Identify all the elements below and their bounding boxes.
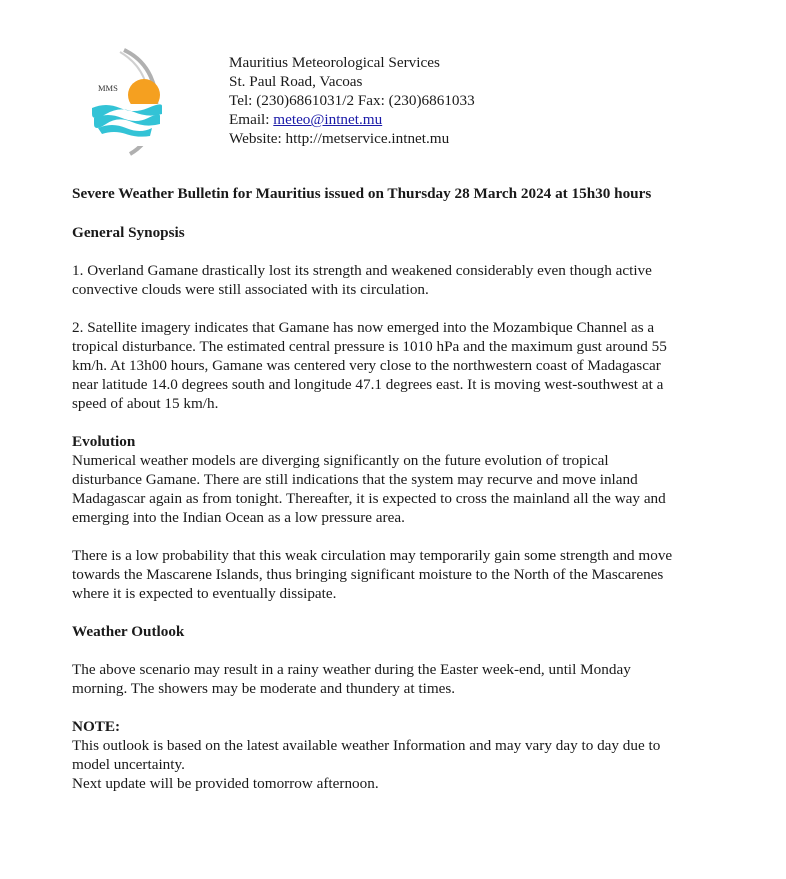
synopsis-paragraph-1 <box>72 261 732 299</box>
bulletin-title: Severe Weather Bulletin for Mauritius issued on Thursday 28 March 2024 at 15h30 hours <box>72 185 652 202</box>
bulletin-body <box>72 184 732 793</box>
email-line <box>229 110 475 129</box>
address: St. Paul Road, Vacoas <box>229 73 363 90</box>
text-line: near latitude 14.0 degrees south and longitude 47.1 degrees east. It is moving west-southwest at a <box>72 376 664 393</box>
text-line: model uncertainty. <box>72 756 185 773</box>
text-line: This outlook is based on the latest available weather Information and may vary day to day due to <box>72 737 661 754</box>
text-line: where it is expected to eventually dissipate. <box>72 585 337 602</box>
outlook-paragraph <box>72 660 732 698</box>
mms-logo <box>86 48 168 156</box>
email-label: Email: <box>229 111 274 128</box>
text-line: tropical disturbance. The estimated central pressure is 1010 hPa and the maximum gust around 55 <box>72 338 667 355</box>
text-line: 2. Satellite imagery indicates that Gamane has now emerged into the Mozambique Channel as a <box>72 319 655 336</box>
evolution-heading: Evolution <box>72 433 136 450</box>
logo-text: MMS <box>98 83 118 93</box>
evolution-paragraph-1 <box>72 451 732 527</box>
note-heading: NOTE: <box>72 718 121 735</box>
text-line: Next update will be provided tomorrow afternoon. <box>72 775 379 792</box>
contact-block <box>229 53 475 148</box>
text-line: There is a low probability that this weak circulation may temporarily gain some strength and move <box>72 547 673 564</box>
org-name: Mauritius Meteorological Services <box>229 54 440 71</box>
text-line: convective clouds were still associated with its circulation. <box>72 281 429 298</box>
text-line: emerging into the Indian Ocean as a low pressure area. <box>72 509 405 526</box>
note-paragraph <box>72 736 732 793</box>
text-line: The above scenario may result in a rainy weather during the Easter week-end, until Monday <box>72 661 631 678</box>
text-line: disturbance Gamane. There are still indications that the system may recurve and move inland <box>72 471 638 488</box>
evolution-paragraph-2 <box>72 546 732 603</box>
website: Website: http://metservice.intnet.mu <box>229 130 450 147</box>
text-line: Numerical weather models are diverging significantly on the future evolution of tropical <box>72 452 609 469</box>
text-line: speed of about 15 km/h. <box>72 395 219 412</box>
text-line: km/h. At 13h00 hours, Gamane was centered very close to the northwestern coast of Madagascar <box>72 357 661 374</box>
text-line: 1. Overland Gamane drastically lost its strength and weakened considerably even though active <box>72 262 652 279</box>
tel-fax: Tel: (230)6861031/2 Fax: (230)6861033 <box>229 92 475 109</box>
text-line: morning. The showers may be moderate and thundery at times. <box>72 680 456 697</box>
text-line: Madagascar again as from tonight. Thereafter, it is expected to cross the mainland all the way and <box>72 490 666 507</box>
text-line: towards the Mascarene Islands, thus bringing significant moisture to the North of the Mascarenes <box>72 566 664 583</box>
synopsis-heading: General Synopsis <box>72 224 185 241</box>
synopsis-paragraph-2 <box>72 318 732 413</box>
outlook-heading: Weather Outlook <box>72 623 185 640</box>
email-link[interactable]: meteo@intnet.mu <box>273 111 383 128</box>
